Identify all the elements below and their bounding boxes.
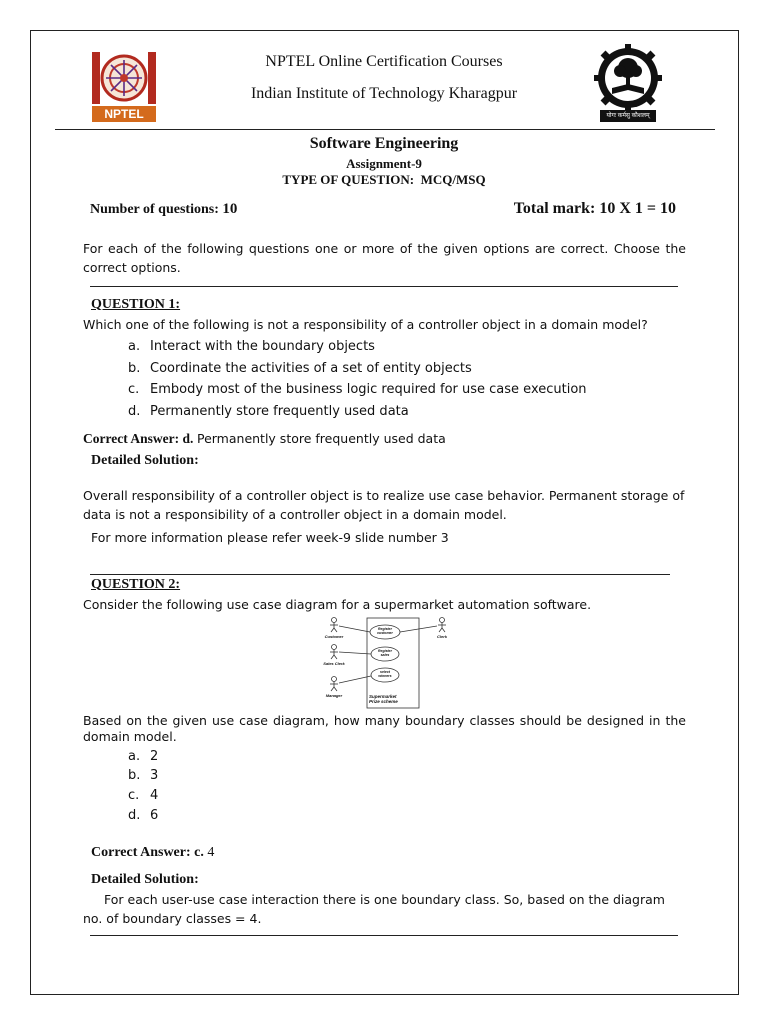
answer-text: Permanently store frequently used data [196,431,446,446]
option-letter: c. [128,788,140,803]
option-text: 3 [150,768,159,783]
option-text: Permanently store frequently used data [150,404,409,419]
q1-option-d [128,404,409,419]
nptel-logo-text: NPTEL [104,107,144,121]
q2-divider [90,935,678,936]
nptel-logo [90,50,158,122]
use-case-register-customer: Register customer [377,627,393,635]
q1-more-info: For more information please refer week-9 slide number 3 [91,530,449,545]
q1-solution-text: Overall responsibility of a controller object is to realize use case behavior. Permanent storage of data is not a responsibility of a controller object in a domain model. [83,488,685,522]
option-letter: d. [128,808,141,823]
answer-label: Correct Answer: c. [91,845,204,860]
num-questions-label: Number of questions [90,202,215,217]
use-case-register-sales: Register sales [377,649,392,657]
actor-sales-clerk: Sales Clerk [323,661,345,666]
answer-label: Correct Answer: d. [83,431,194,446]
header-divider [55,129,715,130]
q2-option-c [128,788,158,803]
q2-option-a [128,749,158,764]
q1-divider [90,574,670,575]
q1-correct-answer [83,431,446,447]
q2-option-d [128,808,158,823]
question-1-text: Which one of the following is not a responsibility of a controller object in a domain model? [83,317,648,332]
option-letter: c. [128,382,140,397]
option-letter: d. [128,404,141,419]
answer-text: 4 [207,845,215,860]
q2-solution-label: Detailed Solution: [91,872,199,887]
q2-solution-text: For each user-use case interaction there is one boundary class. So, based on the diagram no. of boundary classes = 4. [83,892,665,926]
header-line-2: Indian Institute of Technology Kharagpur [250,85,518,102]
iit-motto: योगः कर्मसु कौशलम् [606,113,650,119]
option-text: 4 [150,788,159,803]
num-questions-value: 10 [222,201,238,217]
q2-correct-answer [91,845,214,861]
option-letter: b. [128,361,141,376]
course-title: Software Engineering [309,135,459,152]
actor-clerk: Clerk [436,634,447,639]
q1-solution-label: Detailed Solution: [91,453,199,468]
total-mark: Total mark: 10 X 1 = 10 [513,200,676,217]
option-letter: b. [128,768,141,783]
option-text: Embody most of the business logic required for use case execution [150,382,587,397]
actor-customer: Customer [324,634,344,639]
actor-manager: Manager [325,693,343,698]
system-name: Supermarket Prize scheme [369,694,398,704]
number-of-questions: Number of questions: 10 [90,201,238,217]
option-text: Coordinate the activities of a set of entity objects [150,361,472,376]
option-letter: a. [128,339,141,354]
question-1-heading: QUESTION 1: [91,297,181,312]
instructions-divider [90,286,678,287]
header-line-1: NPTEL Online Certification Courses [265,53,503,70]
question-2-heading: QUESTION 2: [91,577,181,592]
option-letter: a. [128,749,141,764]
question-2-text: Consider the following use case diagram for a supermarket automation software. [83,597,592,612]
q1-option-b [128,361,472,376]
q1-option-a [128,339,375,354]
option-text: 6 [150,808,159,823]
option-text: Interact with the boundary objects [150,339,375,354]
use-case-diagram [318,615,458,710]
q1-option-c [128,382,587,397]
question-2-text-2: Based on the given use case diagram, how many boundary classes should be designed in the domain model. [83,713,686,744]
use-case-select-winners: select winners [378,670,392,678]
question-type: TYPE OF QUESTION: MCQ/MSQ [282,172,486,187]
q2-option-b [128,768,158,783]
option-text: 2 [150,749,159,764]
assignment-number: Assignment-9 [346,156,422,171]
instructions: For each of the following questions one or more of the given options are correct. Choose the correct options. [83,241,686,275]
